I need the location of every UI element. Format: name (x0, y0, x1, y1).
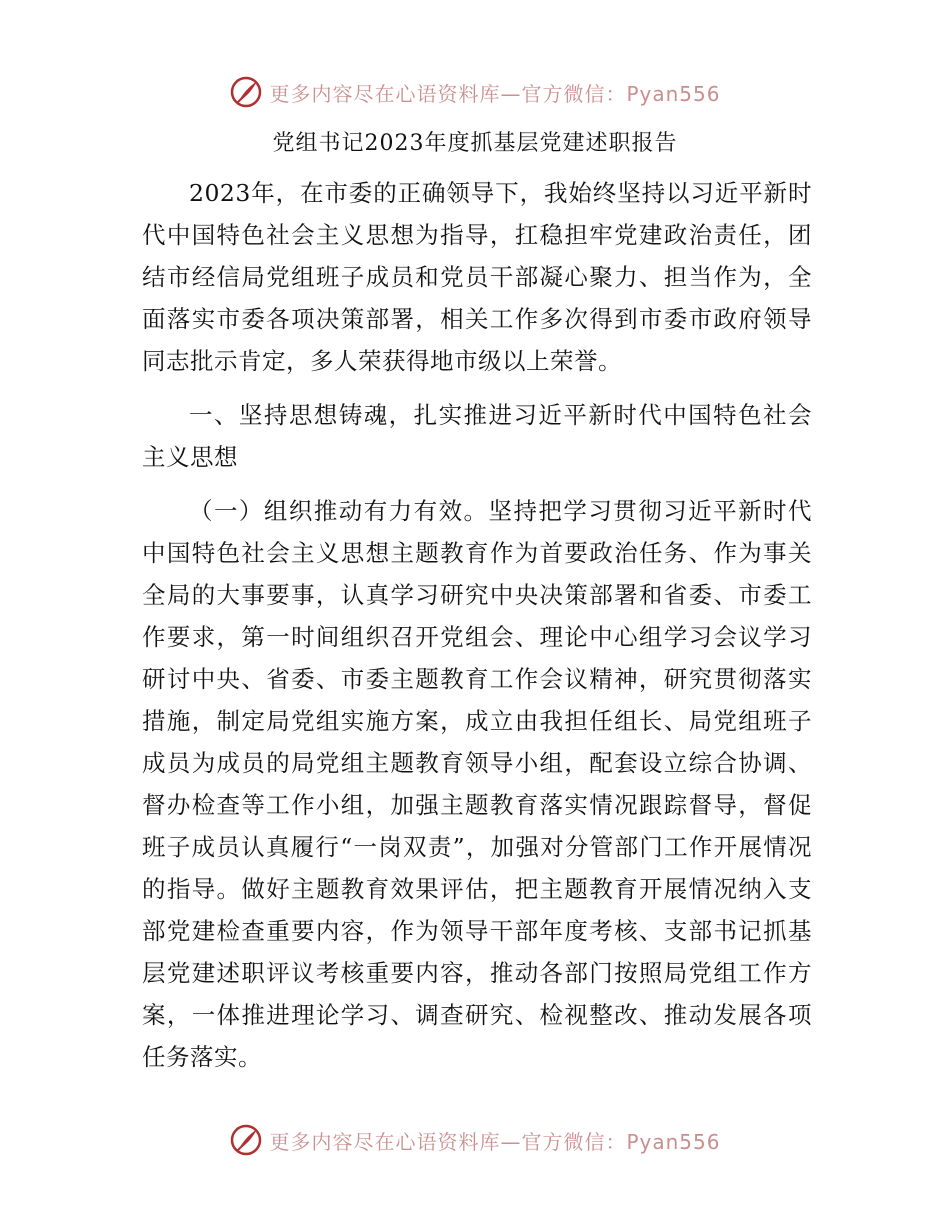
section-heading-1: 一、坚持思想铸魂，扎实推进习近平新时代中国特色社会主义思想 (142, 401, 812, 471)
paragraph-intro: 2023年，在市委的正确领导下，我始终坚持以习近平新时代中国特色社会主义思想为指导，扛稳担牢党建政治责任，团结市经信局党组班子成员和党员干部凝心聚力、担当作为，全面落实市委各项决策部署，相关工作多次得到市委市政府领导同志批示肯定，多人荣获得地市级以上荣誉。 (142, 179, 812, 375)
watermark-text: 更多内容尽在心语资料库—官方微信：Pyan556 (269, 81, 721, 106)
watermark-header (0, 72, 950, 112)
feather-quill-logo-icon (229, 75, 263, 109)
watermark-text: 更多内容尽在心语资料库—官方微信：Pyan556 (269, 1129, 721, 1154)
document-title: 党组书记2023年度抓基层党建述职报告 (272, 131, 678, 156)
paragraph-subsection-1: （一）组织推动有力有效。坚持把学习贯彻习近平新时代中国特色社会主义思想主题教育作为首要政治任务、作为事关全局的大事要事，认真学习研究中央决策部署和省委、市委工作要求，第一时间组织召开党组会、理论中心组学习会议学习研讨中央、省委、市委主题教育工作会议精神，研究贯彻落实措施，制定局党组实施方案，成立由我担任组长、局党组班子成员为成员的局党组主题教育领导小组，配套设立综合协调、督办检查等工作小组，加强主题教育落实情况跟踪督导，督促班子成员认真履行“一岗双责”，加强对分管部门工作开展情况的指导。做好主题教育效果评估，把主题教育开展情况纳入支部党建检查重要内容，作为领导干部年度考核、支部书记抓基层党建述职评议考核重要内容，推动各部门按照局党组工作方案，一体推进理论学习、调查研究、检视整改、推动发展各项任务落实。 (142, 497, 812, 1071)
watermark-footer (0, 1120, 950, 1160)
feather-quill-logo-icon (229, 1123, 263, 1157)
document-body (142, 172, 812, 1090)
